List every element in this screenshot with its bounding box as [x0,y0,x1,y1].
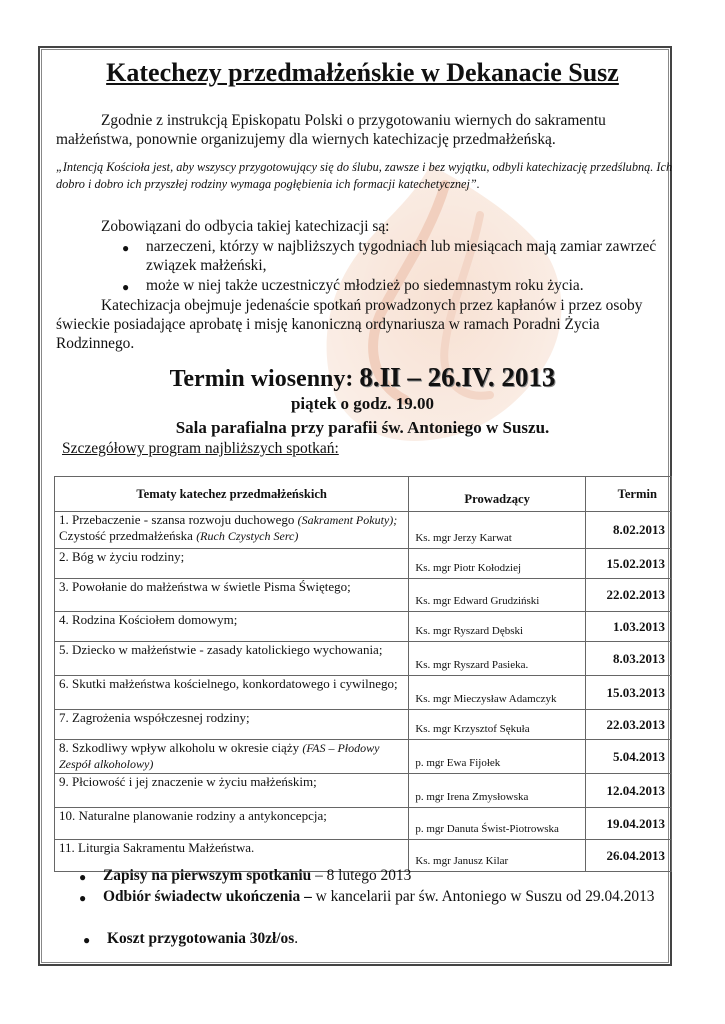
leader-cell: p. mgr Danuta Świst-Piotrowska [409,808,586,840]
date-cell: 26.04.2013 [586,840,672,872]
table-row [55,808,672,840]
table-row [55,774,672,808]
intro-text: Zgodnie z instrukcją Episkopatu Polski o przygotowaniu wiernych do sakramentu małżeństwa, ponownie organizujemy dla wiernych katechizację przedmałżeńską. [56,112,606,148]
leader-cell: Ks. mgr Jerzy Karwat [409,512,586,549]
topic-cell: 5. Dziecko w małżeństwie - zasady katolickiego wychowania; [55,642,409,676]
leader-cell: p. mgr Ewa Fijołek [409,740,586,774]
table-row [55,579,672,612]
leader-cell: Ks. mgr Piotr Kołodziej [409,549,586,579]
program-label: Szczegółowy program najbliższych spotkań: [62,440,339,457]
description-paragraph: Katechizacja obejmuje jedenaście spotkań prowadzonych przez kapłanów i przez osoby świeckie posiadające aprobatę i misję kanoniczną ordynariusza w ramach Poradni Życia Rodzinnego. [56,297,643,352]
date-cell: 15.03.2013 [586,676,672,710]
date-cell: 12.04.2013 [586,774,672,808]
leader-cell: Ks. mgr Edward Grudziński [409,579,586,612]
table-header-row [55,477,672,512]
header-date: Termin [586,477,672,512]
leader-cell: p. mgr Irena Zmysłowska [409,774,586,808]
bullet-icon: ● [122,280,130,294]
topic-cell: 2. Bóg w życiu rodziny; [55,549,409,579]
bullet-icon: ● [79,891,87,905]
table-row [55,676,672,710]
meeting-place: Sala parafialna przy parafii św. Antoniego w Suszu. [175,418,550,437]
schedule-table [54,476,672,872]
topic-cell: 1. Przebaczenie - szansa rozwoju duchowego (Sakrament Pokuty); Czystość przedmałżeńska (Ruch Czystych Serc) [55,512,409,549]
topic-cell: 8. Szkodliwy wpływ alkoholu w okresie ciąży (FAS – Płodowy Zespół alkoholowy) [55,740,409,774]
leader-cell: Ks. mgr Ryszard Dębski [409,612,586,642]
table-row [55,612,672,642]
footer-item-3: ● Koszt przygotowania 30zł/os. [107,929,667,948]
topic-cell: 6. Skutki małżeństwa kościelnego, konkordatowego i cywilnego; [55,676,409,710]
obliged-intro: Zobowiązani do odbycia takiej katechizacji są: [101,218,390,235]
topic-cell: 3. Powołanie do małżeństwa w świetle Pisma Świętego; [55,579,409,612]
term-dates: 8.II – 26.IV. 2013 [359,362,556,392]
topic-cell: 10. Naturalne planowanie rodziny a antykoncepcja; [55,808,409,840]
leader-cell: Ks. mgr Janusz Kilar [409,840,586,872]
footer-item-2: ● Odbiór świadectw ukończenia – w kancelarii par św. Antoniego w Suszu od 29.04.2013 [103,887,663,906]
table-row [55,740,672,774]
footer-item-1: ● Zapisy na pierwszym spotkaniu – 8 lutego 2013 [103,866,663,885]
leader-cell: Ks. mgr Ryszard Pasieka. [409,642,586,676]
date-cell: 22.02.2013 [586,579,672,612]
page-title: Katechezy przedmałżeńskie w Dekanacie Susz [106,58,619,87]
term-heading [40,362,685,394]
table-row [55,512,672,549]
intro-paragraph [56,111,676,149]
obliged-item-1: ● narzeczeni, którzy w najbliższych tygodniach lub miesiącach mają zamiar zawrzeć związek małżeński, [122,238,657,274]
topic-cell: 4. Rodzina Kościołem domowym; [55,612,409,642]
topic-cell: 11. Liturgia Sakramentu Małżeństwa. [55,840,409,872]
date-cell: 22.03.2013 [586,710,672,740]
date-cell: 1.03.2013 [586,612,672,642]
header-leader: Prowadzący [409,477,586,512]
topic-cell: 7. Zagrożenia współczesnej rodziny; [55,710,409,740]
topic-cell: 9. Płciowość i jej znaczenie w życiu małżeńskim; [55,774,409,808]
date-cell: 8.02.2013 [586,512,672,549]
term-label: Termin wiosenny: [169,366,360,392]
quote-paragraph: „Intencją Kościoła jest, aby wszyscy przygotowujący się do ślubu, zawsze i bez wyjątku, odbyli katechizację przedślubną. Ich dobro i dobro ich przyszłej rodziny wymaga pogłębienia ich formacji katechetycznej”. [56,160,673,191]
date-cell: 5.04.2013 [586,740,672,774]
bullet-icon: ● [122,241,130,255]
date-cell: 15.02.2013 [586,549,672,579]
date-cell: 19.04.2013 [586,808,672,840]
leader-cell: Ks. mgr Krzysztof Sękuła [409,710,586,740]
table-row [55,549,672,579]
date-cell: 8.03.2013 [586,642,672,676]
leader-cell: Ks. mgr Mieczysław Adamczyk [409,676,586,710]
bullet-icon: ● [79,870,87,884]
table-row [55,642,672,676]
table-row [55,710,672,740]
bullet-icon: ● [83,933,91,947]
obliged-item-2: ● może w niej także uczestniczyć młodzież po siedemnastym roku życia. [146,276,666,295]
meeting-time: piątek o godz. 19.00 [290,394,435,413]
header-topics: Tematy katechez przedmałżeńskich [55,477,409,512]
